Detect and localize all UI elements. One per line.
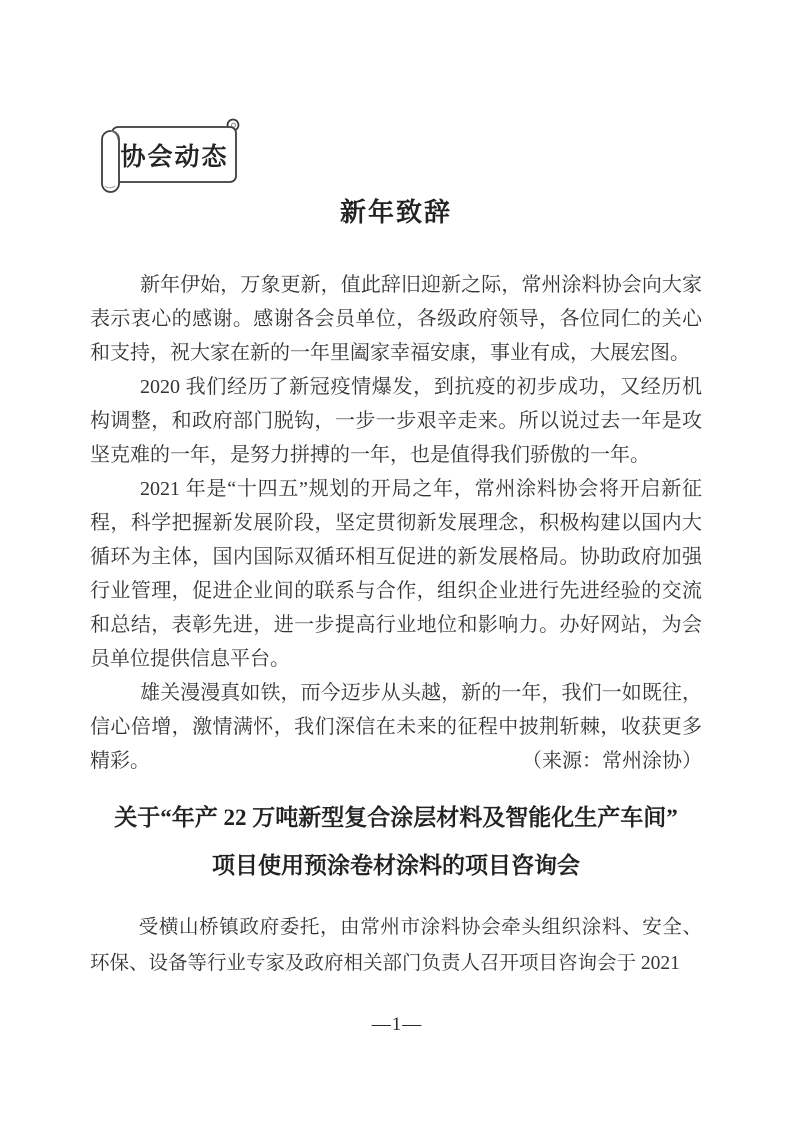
article1-paragraph-1: 新年伊始，万象更新，值此辞旧迎新之际，常州涂料协会向大家表示衷心的感谢。感谢各会员单位，各级政府领导，各位同仁的关心和支持，祝大家在新的一年里阖家幸福安康，事业有成，大展宏图。 xyxy=(90,274,702,364)
article1-paragraph-2: 2020 我们经历了新冠疫情爆发，到抗疫的初步成功，又经历机构调整，和政府部门脱钩，一步一步艰辛走来。所以说过去一年是攻坚克难的一年，是努力拼搏的一年，也是值得我们骄傲的一年。 xyxy=(90,376,702,466)
article1-source: （来源：常州涂协） xyxy=(522,750,702,772)
article2-title-line1: 关于“年产 22 万吨新型复合涂层材料及智能化生产车间” xyxy=(114,805,678,830)
badge-label: 协会动态 xyxy=(120,143,229,171)
article1-paragraph-4-text: 雄关漫漫真如铁，而今迈步从头越，新的一年，我们一如既往，信心倍增，激情满怀，我们深信在未来的征程中披荆斩棘，收获更多精彩。 xyxy=(90,682,702,772)
article2-title xyxy=(90,794,702,890)
page-number: —1— xyxy=(371,1014,423,1035)
article1-title: 新年致辞 xyxy=(339,198,452,227)
article2-paragraph-1: 受横山桥镇政府委托，由常州市涂料协会牵头组织涂料、安全、环保、设备等行业专家及政府相关部门负责人召开项目咨询会于 2021 xyxy=(90,917,702,974)
association-news-badge xyxy=(98,114,248,196)
article2-title-line2: 项目使用预涂卷材涂料的项目咨询会 xyxy=(212,853,580,878)
article1-paragraph-4 xyxy=(90,676,702,778)
article1-paragraph-3: 2021 年是“十四五”规划的开局之年，常州涂料协会将开启新征程，科学把握新发展阶段，坚定贯彻新发展理念，积极构建以国内大循环为主体，国内国际双循环相互促进的新发展格局。协助政府加强行业管理，促进企业间的联系与合作，组织企业进行先进经验的交流和总结，表彰先进，进一步提高行业地位和影响力。办好网站，为会员单位提供信息平台。 xyxy=(90,478,702,670)
article2-body xyxy=(90,910,702,982)
article1-body xyxy=(90,268,702,778)
